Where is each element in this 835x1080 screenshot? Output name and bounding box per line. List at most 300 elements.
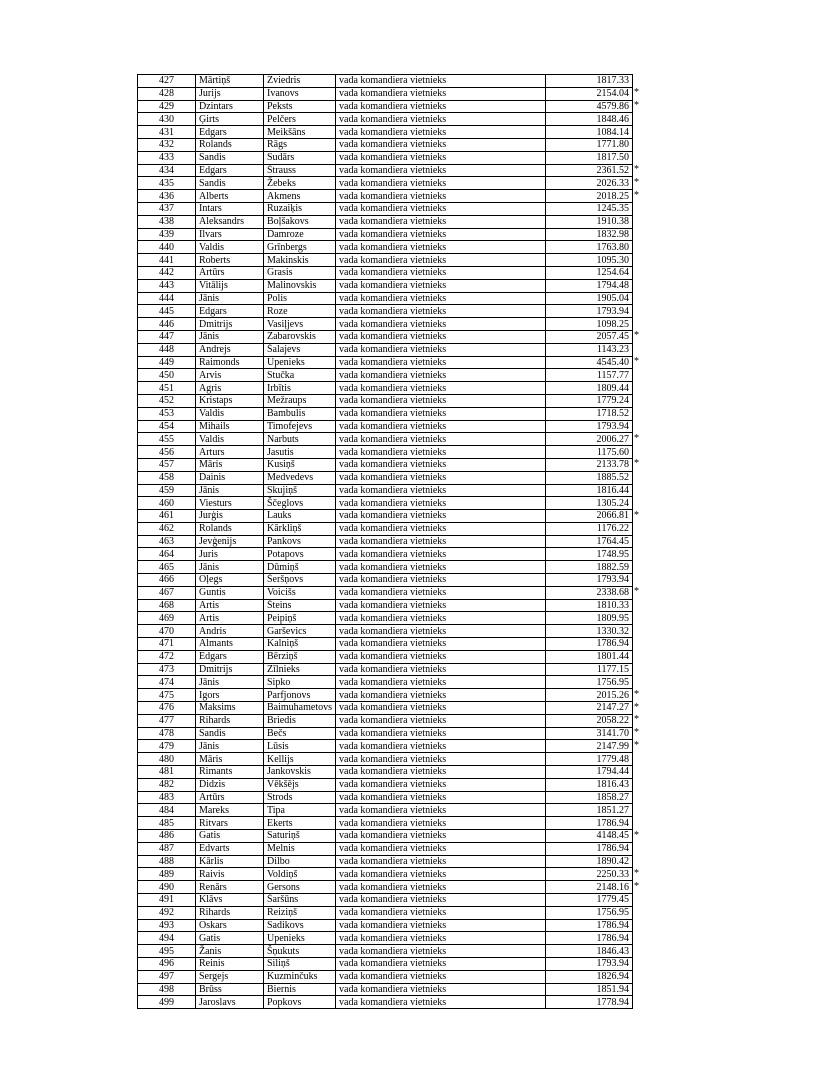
- table-row: [138, 241, 633, 254]
- last-name-cell: Tipa: [264, 804, 336, 817]
- position-cell: vada komandiera vietnieks: [336, 702, 546, 715]
- position-cell: vada komandiera vietnieks: [336, 676, 546, 689]
- first-name-cell: Mareks: [196, 804, 264, 817]
- first-name-cell: Oļegs: [196, 574, 264, 587]
- first-name-cell: Ilvars: [196, 228, 264, 241]
- last-name-cell: Polis: [264, 292, 336, 305]
- position-cell: vada komandiera vietnieks: [336, 113, 546, 126]
- amount-cell: 1756.95: [546, 906, 633, 919]
- row-number-cell: 493: [138, 919, 196, 932]
- position-cell: vada komandiera vietnieks: [336, 510, 546, 523]
- amount-cell: 1330.32: [546, 625, 633, 638]
- last-name-cell: Voicišs: [264, 586, 336, 599]
- first-name-cell: Aleksandrs: [196, 215, 264, 228]
- first-name-cell: Jānis: [196, 561, 264, 574]
- position-cell: vada komandiera vietnieks: [336, 279, 546, 292]
- amount-cell: 1817.33: [546, 75, 633, 88]
- amount-cell: 1177.15: [546, 663, 633, 676]
- row-number-cell: 465: [138, 561, 196, 574]
- amount-cell: 1084.14: [546, 126, 633, 139]
- amount-cell: 1910.38: [546, 215, 633, 228]
- row-number-cell: 427: [138, 75, 196, 88]
- table-row: [138, 446, 633, 459]
- row-number-cell: 488: [138, 855, 196, 868]
- last-name-cell: Boļšakovs: [264, 215, 336, 228]
- last-name-cell: Vasiļjevs: [264, 318, 336, 331]
- table-row: [138, 215, 633, 228]
- position-cell: vada komandiera vietnieks: [336, 305, 546, 318]
- row-number-cell: 440: [138, 241, 196, 254]
- row-number-cell: 471: [138, 638, 196, 651]
- first-name-cell: Jānis: [196, 676, 264, 689]
- amount-cell: 2250.33: [546, 868, 633, 881]
- amount-cell: 1817.50: [546, 151, 633, 164]
- amount-cell: 1748.95: [546, 548, 633, 561]
- last-name-cell: Stučka: [264, 369, 336, 382]
- last-name-cell: Šaršūns: [264, 894, 336, 907]
- amount-cell: 1245.35: [546, 202, 633, 215]
- first-name-cell: Rihards: [196, 906, 264, 919]
- position-cell: vada komandiera vietnieks: [336, 292, 546, 305]
- table-row: [138, 868, 633, 881]
- amount-cell: 4148.45: [546, 830, 633, 843]
- table-row: [138, 510, 633, 523]
- position-cell: vada komandiera vietnieks: [336, 650, 546, 663]
- table-row: [138, 228, 633, 241]
- row-number-cell: 432: [138, 138, 196, 151]
- row-number-cell: 498: [138, 983, 196, 996]
- first-name-cell: Valdis: [196, 241, 264, 254]
- amount-cell: 1846.43: [546, 945, 633, 958]
- position-cell: vada komandiera vietnieks: [336, 983, 546, 996]
- first-name-cell: Jānis: [196, 292, 264, 305]
- row-number-cell: 453: [138, 407, 196, 420]
- last-name-cell: Kellijs: [264, 753, 336, 766]
- table-row: [138, 650, 633, 663]
- last-name-cell: Grasis: [264, 266, 336, 279]
- salary-table: [137, 74, 633, 1009]
- row-number-cell: 487: [138, 842, 196, 855]
- asterisk-mark: *: [634, 688, 639, 700]
- amount-cell: 1763.80: [546, 241, 633, 254]
- table-row: [138, 855, 633, 868]
- table-row: [138, 87, 633, 100]
- position-cell: vada komandiera vietnieks: [336, 420, 546, 433]
- asterisk-mark: *: [634, 714, 639, 726]
- last-name-cell: Voldiņš: [264, 868, 336, 881]
- last-name-cell: Žebeks: [264, 177, 336, 190]
- row-number-cell: 470: [138, 625, 196, 638]
- row-number-cell: 463: [138, 535, 196, 548]
- position-cell: vada komandiera vietnieks: [336, 548, 546, 561]
- table-row: [138, 689, 633, 702]
- first-name-cell: Artūrs: [196, 266, 264, 279]
- row-number-cell: 445: [138, 305, 196, 318]
- table-row: [138, 804, 633, 817]
- amount-cell: 2066.81: [546, 510, 633, 523]
- first-name-cell: Viesturs: [196, 497, 264, 510]
- table-row: [138, 830, 633, 843]
- table-row: [138, 740, 633, 753]
- first-name-cell: Oskars: [196, 919, 264, 932]
- last-name-cell: Siliņš: [264, 957, 336, 970]
- first-name-cell: Ritvars: [196, 817, 264, 830]
- table-row: [138, 663, 633, 676]
- table-row: [138, 932, 633, 945]
- amount-cell: 1779.48: [546, 753, 633, 766]
- position-cell: vada komandiera vietnieks: [336, 215, 546, 228]
- last-name-cell: Pankovs: [264, 535, 336, 548]
- table-row: [138, 996, 633, 1009]
- last-name-cell: Kalniņš: [264, 638, 336, 651]
- first-name-cell: Edgars: [196, 650, 264, 663]
- position-cell: vada komandiera vietnieks: [336, 458, 546, 471]
- table-row: [138, 574, 633, 587]
- row-number-cell: 461: [138, 510, 196, 523]
- last-name-cell: Rāgs: [264, 138, 336, 151]
- position-cell: vada komandiera vietnieks: [336, 740, 546, 753]
- position-cell: vada komandiera vietnieks: [336, 100, 546, 113]
- first-name-cell: Dainis: [196, 471, 264, 484]
- row-number-cell: 441: [138, 254, 196, 267]
- row-number-cell: 429: [138, 100, 196, 113]
- position-cell: vada komandiera vietnieks: [336, 599, 546, 612]
- row-number-cell: 435: [138, 177, 196, 190]
- last-name-cell: Dūmiņš: [264, 561, 336, 574]
- amount-cell: 1143.23: [546, 343, 633, 356]
- table-row: [138, 266, 633, 279]
- position-cell: vada komandiera vietnieks: [336, 535, 546, 548]
- last-name-cell: Bečs: [264, 727, 336, 740]
- row-number-cell: 451: [138, 382, 196, 395]
- table-row: [138, 881, 633, 894]
- asterisk-mark: *: [634, 87, 639, 99]
- row-number-cell: 472: [138, 650, 196, 663]
- row-number-cell: 464: [138, 548, 196, 561]
- table-row: [138, 638, 633, 651]
- last-name-cell: Strods: [264, 791, 336, 804]
- row-number-cell: 452: [138, 394, 196, 407]
- amount-cell: 2018.25: [546, 190, 633, 203]
- table-body: [138, 75, 633, 1009]
- first-name-cell: Juris: [196, 548, 264, 561]
- row-number-cell: 433: [138, 151, 196, 164]
- first-name-cell: Jaroslavs: [196, 996, 264, 1009]
- table-row: [138, 484, 633, 497]
- position-cell: vada komandiera vietnieks: [336, 817, 546, 830]
- table-row: [138, 382, 633, 395]
- table-row: [138, 177, 633, 190]
- row-number-cell: 454: [138, 420, 196, 433]
- position-cell: vada komandiera vietnieks: [336, 241, 546, 254]
- last-name-cell: Ščeglovs: [264, 497, 336, 510]
- position-cell: vada komandiera vietnieks: [336, 394, 546, 407]
- row-number-cell: 460: [138, 497, 196, 510]
- row-number-cell: 434: [138, 164, 196, 177]
- position-cell: vada komandiera vietnieks: [336, 663, 546, 676]
- first-name-cell: Ģirts: [196, 113, 264, 126]
- amount-cell: 2058.22: [546, 714, 633, 727]
- first-name-cell: Gatis: [196, 932, 264, 945]
- amount-cell: 4579.86: [546, 100, 633, 113]
- table-row: [138, 138, 633, 151]
- row-number-cell: 442: [138, 266, 196, 279]
- row-number-cell: 485: [138, 817, 196, 830]
- row-number-cell: 491: [138, 894, 196, 907]
- position-cell: vada komandiera vietnieks: [336, 881, 546, 894]
- table-row: [138, 535, 633, 548]
- amount-cell: 1801.44: [546, 650, 633, 663]
- amount-cell: 4545.40: [546, 356, 633, 369]
- first-name-cell: Rolands: [196, 522, 264, 535]
- table-row: [138, 254, 633, 267]
- asterisk-mark: *: [634, 739, 639, 751]
- amount-cell: 1305.24: [546, 497, 633, 510]
- amount-cell: 1890.42: [546, 855, 633, 868]
- table-row: [138, 625, 633, 638]
- first-name-cell: Arvis: [196, 369, 264, 382]
- amount-cell: 1851.94: [546, 983, 633, 996]
- asterisk-mark: *: [634, 829, 639, 841]
- first-name-cell: Raimonds: [196, 356, 264, 369]
- row-number-cell: 449: [138, 356, 196, 369]
- first-name-cell: Igors: [196, 689, 264, 702]
- asterisk-mark: *: [634, 586, 639, 598]
- amount-cell: 1793.94: [546, 957, 633, 970]
- last-name-cell: Zīlnieks: [264, 663, 336, 676]
- first-name-cell: Rolands: [196, 138, 264, 151]
- last-name-cell: Ekerts: [264, 817, 336, 830]
- row-number-cell: 466: [138, 574, 196, 587]
- amount-cell: 1098.25: [546, 318, 633, 331]
- amount-cell: 2057.45: [546, 330, 633, 343]
- amount-cell: 2006.27: [546, 433, 633, 446]
- row-number-cell: 489: [138, 868, 196, 881]
- first-name-cell: Dzintars: [196, 100, 264, 113]
- last-name-cell: Šeršņovs: [264, 574, 336, 587]
- row-number-cell: 443: [138, 279, 196, 292]
- first-name-cell: Roberts: [196, 254, 264, 267]
- position-cell: vada komandiera vietnieks: [336, 919, 546, 932]
- position-cell: vada komandiera vietnieks: [336, 996, 546, 1009]
- position-cell: vada komandiera vietnieks: [336, 228, 546, 241]
- position-cell: vada komandiera vietnieks: [336, 612, 546, 625]
- last-name-cell: Zviedris: [264, 75, 336, 88]
- position-cell: vada komandiera vietnieks: [336, 766, 546, 779]
- first-name-cell: Gatis: [196, 830, 264, 843]
- position-cell: vada komandiera vietnieks: [336, 804, 546, 817]
- first-name-cell: Andrejs: [196, 343, 264, 356]
- row-number-cell: 484: [138, 804, 196, 817]
- first-name-cell: Rihards: [196, 714, 264, 727]
- table-row: [138, 791, 633, 804]
- last-name-cell: Zabarovskis: [264, 330, 336, 343]
- amount-cell: 1905.04: [546, 292, 633, 305]
- amount-cell: 1885.52: [546, 471, 633, 484]
- position-cell: vada komandiera vietnieks: [336, 753, 546, 766]
- first-name-cell: Reinis: [196, 957, 264, 970]
- first-name-cell: Guntis: [196, 586, 264, 599]
- position-cell: vada komandiera vietnieks: [336, 689, 546, 702]
- amount-cell: 1793.94: [546, 420, 633, 433]
- row-number-cell: 455: [138, 433, 196, 446]
- position-cell: vada komandiera vietnieks: [336, 138, 546, 151]
- last-name-cell: Meikšāns: [264, 126, 336, 139]
- amount-cell: 1809.95: [546, 612, 633, 625]
- table-row: [138, 318, 633, 331]
- amount-cell: 1779.45: [546, 894, 633, 907]
- last-name-cell: Damroze: [264, 228, 336, 241]
- row-number-cell: 446: [138, 318, 196, 331]
- amount-cell: 1826.94: [546, 970, 633, 983]
- first-name-cell: Jurģis: [196, 510, 264, 523]
- row-number-cell: 447: [138, 330, 196, 343]
- first-name-cell: Dmitrijs: [196, 318, 264, 331]
- amount-cell: 1254.64: [546, 266, 633, 279]
- table-row: [138, 702, 633, 715]
- table-row: [138, 983, 633, 996]
- row-number-cell: 456: [138, 446, 196, 459]
- row-number-cell: 462: [138, 522, 196, 535]
- amount-cell: 3141.70: [546, 727, 633, 740]
- asterisk-mark: *: [634, 356, 639, 368]
- first-name-cell: Jānis: [196, 484, 264, 497]
- first-name-cell: Jurijs: [196, 87, 264, 100]
- amount-cell: 2361.52: [546, 164, 633, 177]
- last-name-cell: Kuzminčuks: [264, 970, 336, 983]
- table-row: [138, 753, 633, 766]
- last-name-cell: Skujiņš: [264, 484, 336, 497]
- row-number-cell: 486: [138, 830, 196, 843]
- last-name-cell: Roze: [264, 305, 336, 318]
- first-name-cell: Maksims: [196, 702, 264, 715]
- first-name-cell: Jānis: [196, 330, 264, 343]
- first-name-cell: Jānis: [196, 740, 264, 753]
- row-number-cell: 468: [138, 599, 196, 612]
- table-row: [138, 420, 633, 433]
- position-cell: vada komandiera vietnieks: [336, 343, 546, 356]
- table-row: [138, 113, 633, 126]
- position-cell: vada komandiera vietnieks: [336, 586, 546, 599]
- row-number-cell: 494: [138, 932, 196, 945]
- table-row: [138, 766, 633, 779]
- first-name-cell: Klāvs: [196, 894, 264, 907]
- first-name-cell: Sandis: [196, 727, 264, 740]
- amount-cell: 1786.94: [546, 919, 633, 932]
- row-number-cell: 476: [138, 702, 196, 715]
- first-name-cell: Jevģenijs: [196, 535, 264, 548]
- last-name-cell: Parfjonovs: [264, 689, 336, 702]
- table-row: [138, 279, 633, 292]
- amount-cell: 2154.04: [546, 87, 633, 100]
- first-name-cell: Edgars: [196, 126, 264, 139]
- position-cell: vada komandiera vietnieks: [336, 791, 546, 804]
- first-name-cell: Rimants: [196, 766, 264, 779]
- table-row: [138, 727, 633, 740]
- position-cell: vada komandiera vietnieks: [336, 894, 546, 907]
- table-row: [138, 356, 633, 369]
- last-name-cell: Malinovskis: [264, 279, 336, 292]
- amount-cell: 1779.24: [546, 394, 633, 407]
- last-name-cell: Sudārs: [264, 151, 336, 164]
- amount-cell: 1810.33: [546, 599, 633, 612]
- asterisk-mark: *: [634, 509, 639, 521]
- table-row: [138, 394, 633, 407]
- last-name-cell: Dilbo: [264, 855, 336, 868]
- position-cell: vada komandiera vietnieks: [336, 254, 546, 267]
- amount-cell: 1848.46: [546, 113, 633, 126]
- first-name-cell: Sandis: [196, 177, 264, 190]
- first-name-cell: Valdis: [196, 433, 264, 446]
- table-row: [138, 970, 633, 983]
- position-cell: vada komandiera vietnieks: [336, 164, 546, 177]
- table-row: [138, 202, 633, 215]
- position-cell: vada komandiera vietnieks: [336, 318, 546, 331]
- last-name-cell: Biernis: [264, 983, 336, 996]
- position-cell: vada komandiera vietnieks: [336, 855, 546, 868]
- asterisk-mark: *: [634, 432, 639, 444]
- table-row: [138, 75, 633, 88]
- row-number-cell: 473: [138, 663, 196, 676]
- last-name-cell: Vēkšējs: [264, 778, 336, 791]
- row-number-cell: 482: [138, 778, 196, 791]
- amount-cell: 1809.44: [546, 382, 633, 395]
- first-name-cell: Artis: [196, 599, 264, 612]
- first-name-cell: Kārlis: [196, 855, 264, 868]
- amount-cell: 1157.77: [546, 369, 633, 382]
- table-row: [138, 842, 633, 855]
- asterisk-mark: *: [634, 164, 639, 176]
- amount-cell: 2338.68: [546, 586, 633, 599]
- last-name-cell: Timofejevs: [264, 420, 336, 433]
- amount-cell: 1882.59: [546, 561, 633, 574]
- first-name-cell: Artis: [196, 612, 264, 625]
- first-name-cell: Artūrs: [196, 791, 264, 804]
- position-cell: vada komandiera vietnieks: [336, 356, 546, 369]
- position-cell: vada komandiera vietnieks: [336, 369, 546, 382]
- row-number-cell: 478: [138, 727, 196, 740]
- row-number-cell: 457: [138, 458, 196, 471]
- last-name-cell: Šņukuts: [264, 945, 336, 958]
- position-cell: vada komandiera vietnieks: [336, 574, 546, 587]
- row-number-cell: 439: [138, 228, 196, 241]
- last-name-cell: Garševics: [264, 625, 336, 638]
- position-cell: vada komandiera vietnieks: [336, 522, 546, 535]
- table-row: [138, 471, 633, 484]
- asterisk-mark: *: [634, 880, 639, 892]
- last-name-cell: Sipko: [264, 676, 336, 689]
- last-name-cell: Peksts: [264, 100, 336, 113]
- first-name-cell: Vitālijs: [196, 279, 264, 292]
- position-cell: vada komandiera vietnieks: [336, 868, 546, 881]
- last-name-cell: Saturiņš: [264, 830, 336, 843]
- position-cell: vada komandiera vietnieks: [336, 126, 546, 139]
- first-name-cell: Alberts: [196, 190, 264, 203]
- table-row: [138, 100, 633, 113]
- position-cell: vada komandiera vietnieks: [336, 407, 546, 420]
- last-name-cell: Kusiņš: [264, 458, 336, 471]
- last-name-cell: Ivanovs: [264, 87, 336, 100]
- amount-cell: 2026.33: [546, 177, 633, 190]
- table-row: [138, 164, 633, 177]
- asterisk-mark: *: [634, 330, 639, 342]
- table-row: [138, 894, 633, 907]
- row-number-cell: 430: [138, 113, 196, 126]
- row-number-cell: 467: [138, 586, 196, 599]
- row-number-cell: 475: [138, 689, 196, 702]
- table-row: [138, 151, 633, 164]
- last-name-cell: Grīnbergs: [264, 241, 336, 254]
